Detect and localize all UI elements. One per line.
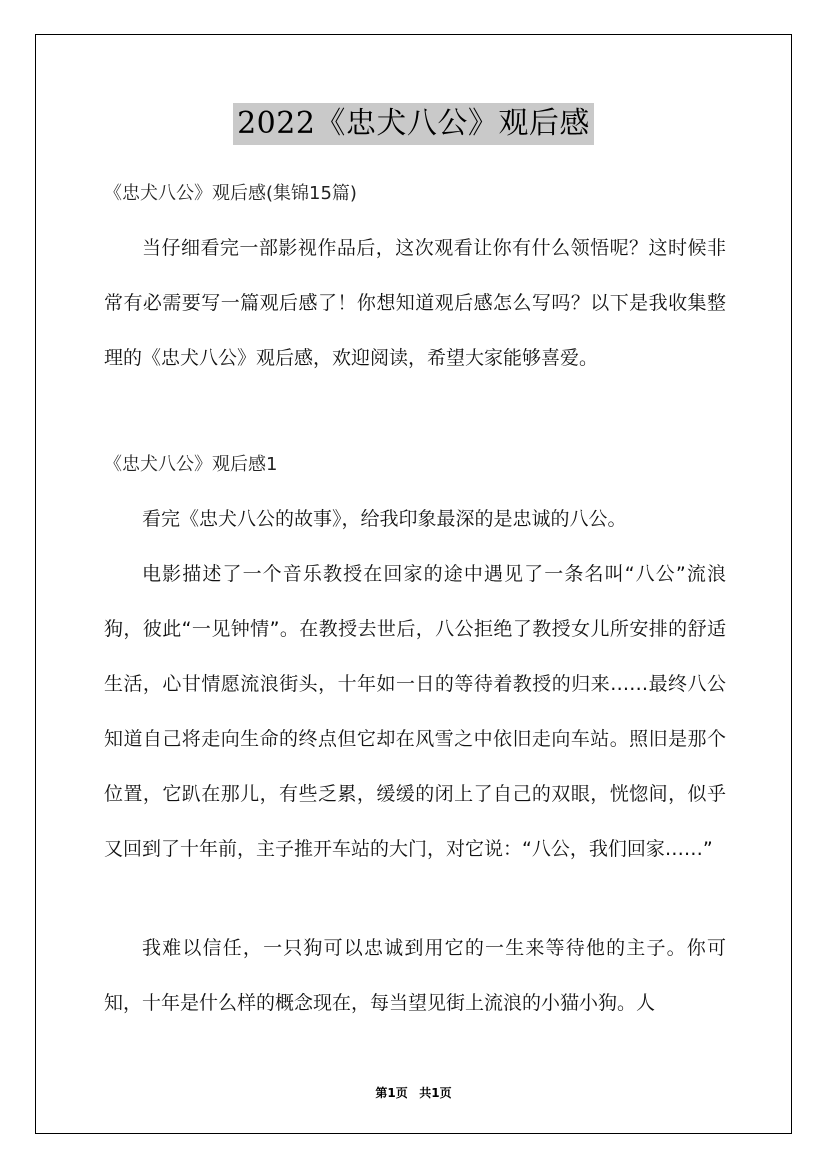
body-paragraph-2: 电影描述了一个音乐教授在回家的途中遇见了一条名叫“八公”流浪狗，彼此“一见钟情”。在教授去世后，八公拒绝了教授女儿所安排的舒适生活，心甘情愿流浪街头，十年如一日的等待着教授的归来……最终八公知道自己将走向生命的终点但它却在风雪之中依旧走向车站。照旧是那个位置，它趴在那儿，有些乏累，缓缓的闭上了自己的双眼，恍惚间，似乎又回到了十年前，主子推开车站的大门，对它说：“八公，我们回家……” (104, 563, 726, 860)
body-paragraph-3: 我难以信任，一只狗可以忠诚到用它的一生来等待他的主子。你可知，十年是什么样的概念现在，每当望见街上流浪的小猫小狗。人 (104, 937, 726, 1014)
page-number: 第1页 (375, 1086, 408, 1100)
document-subtitle: 《忠犬八公》观后感(集锦15篇) (104, 183, 357, 204)
title-container (0, 103, 827, 145)
page-footer (0, 1084, 827, 1101)
section-heading: 《忠犬八公》观后感1 (104, 454, 278, 475)
page-total: 共1页 (419, 1086, 452, 1100)
intro-paragraph: 当仔细看完一部影视作品后，这次观看让你有什么领悟呢？这时候非常有必需要写一篇观后感了！你想知道观后感怎么写吗？以下是我收集整理的《忠犬八公》观后感，欢迎阅读，希望大家能够喜爱。 (104, 237, 726, 369)
document-title: 2022《忠犬八公》观后感 (233, 103, 594, 145)
body-paragraph-1: 看完《忠犬八公的故事》，给我印象最深的是忠诚的八公。 (142, 508, 627, 530)
